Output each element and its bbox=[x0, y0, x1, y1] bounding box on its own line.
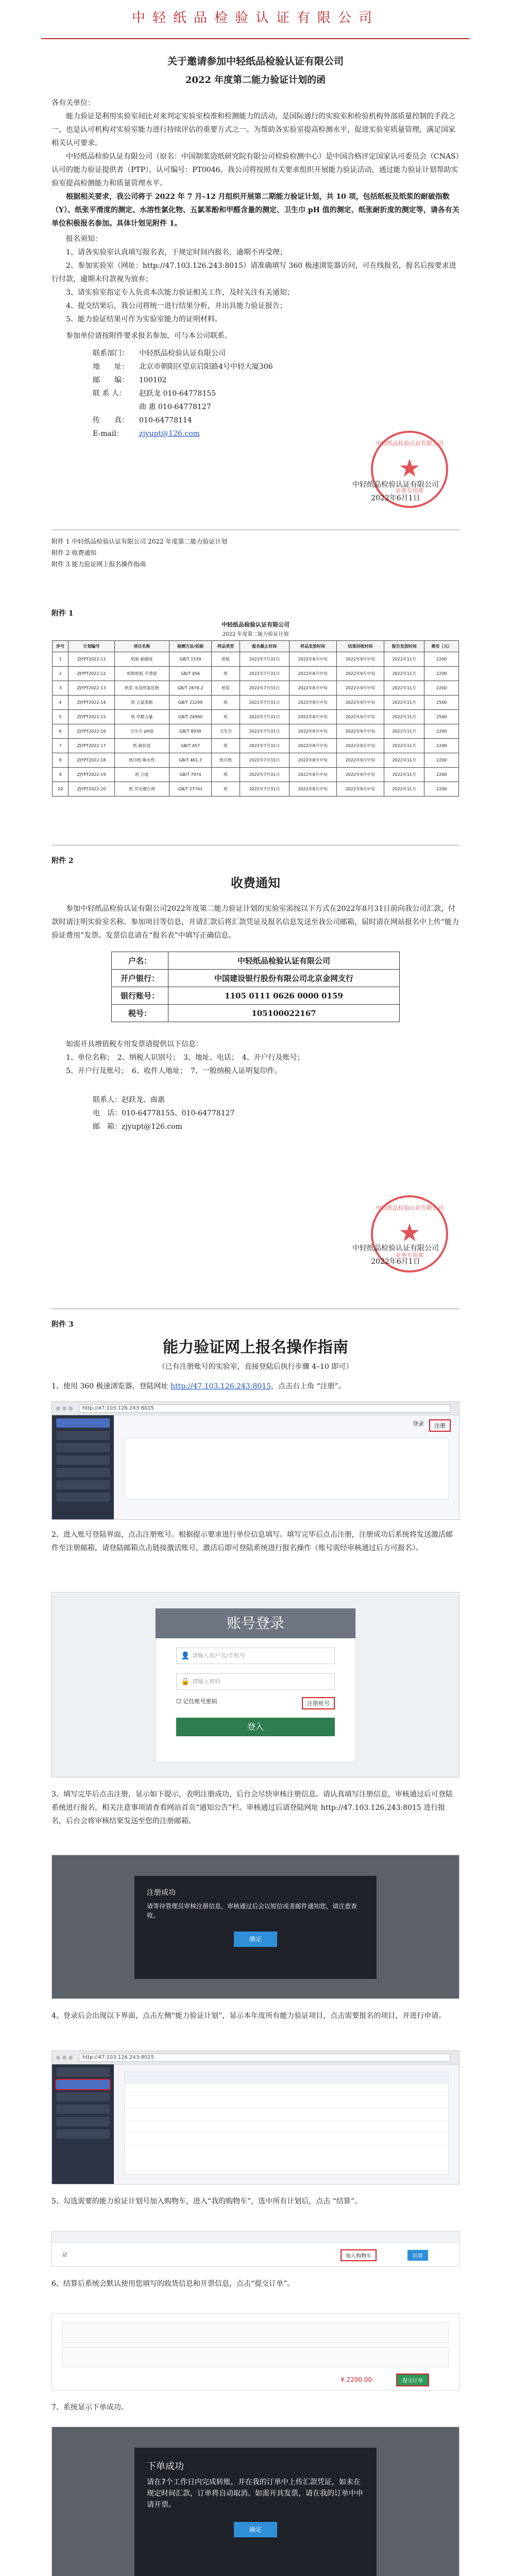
letterhead-rule bbox=[41, 38, 470, 39]
signoff-org: 中轻纸品检验认证有限公司 bbox=[352, 481, 439, 489]
login-heading: 账号登录 bbox=[156, 1608, 355, 1638]
plan-table-cell: 2022年11月 bbox=[384, 710, 424, 724]
plan-table-cell: 2022年9月中旬 bbox=[336, 768, 384, 782]
window-dot-icon bbox=[69, 1406, 73, 1411]
plan-table-cell: 纸巾纸 吸水性 bbox=[114, 753, 169, 768]
contact-value: 赵跃龙 010-64778155 bbox=[139, 389, 216, 398]
window-dot-icon bbox=[69, 2056, 73, 2060]
contact-row bbox=[93, 387, 459, 400]
site-sidebar bbox=[52, 2064, 114, 2184]
annex-3-label: 附件 3 bbox=[52, 1320, 74, 1329]
plan-table-cell: 纸巾纸 bbox=[212, 753, 240, 768]
invoice-line: 5、开户行及账号； 6、收件人地址； 7、一般纳税人证明复印件。 bbox=[66, 1067, 282, 1075]
seal-arc-text: 中轻纸品检验认证有限公司 bbox=[376, 440, 444, 447]
site-sidebar bbox=[52, 1415, 114, 1519]
col-header: 项目名称 bbox=[114, 641, 169, 652]
plan-table-cell: 10 bbox=[53, 782, 69, 796]
annex-2-label: 附件 2 bbox=[52, 857, 74, 865]
fee-contact: 联系人：赵跃龙、曲惠 bbox=[93, 1096, 165, 1104]
plan-table-cell: 2022年11月 bbox=[384, 681, 424, 696]
seal-bottom-text: 业务专用章 bbox=[395, 1252, 424, 1259]
plan-table-cell: 2022年9月中旬 bbox=[336, 724, 384, 739]
sidebar-item[interactable] bbox=[56, 1443, 110, 1452]
fee-intro: 参加中轻纸品检验认证有限公司2022年度第二能力验证计划的实验室需按以下方式在2022年8月31日前向我公司汇款，付款时请注明实验室名称、参加项目等信息，并请汇款后将汇款凭证及报名信息发送至我公司邮箱，届时请在网站报名中上传“能力验证费用”发票。发票信息请在“报名表”中填写正确信息。 bbox=[52, 905, 459, 940]
plan-table-cell: 2022年8月中旬 bbox=[289, 681, 336, 696]
step-5-block bbox=[0, 2195, 511, 2208]
window-dot-icon bbox=[56, 1406, 60, 1411]
plan-table-cell: 4 bbox=[53, 696, 69, 710]
plan-table-cell: 2022年11月 bbox=[384, 753, 424, 768]
plan-table-row bbox=[53, 667, 459, 681]
guide-note: （已有注册账号的实验室，直接登陆后执行步骤 4–10 即可） bbox=[158, 1363, 353, 1371]
col-header: 费用（元） bbox=[424, 641, 459, 652]
plan-table-cell: 2500 bbox=[424, 710, 459, 724]
step-2: 2、进入账号登陆界面，点击注册账号。根据提示要求进行单位信息填写。填写完毕后点击注册，注册成功后系统将发送激活邮件至注册邮箱，请登陆邮箱点击链接激活账号，激活后即可登陆系统进行报名操作（账号需经审核通过后方可报名）。 bbox=[52, 1531, 453, 1552]
plan-list-row[interactable] bbox=[125, 2108, 448, 2121]
plan-table-cell: 2022年11月 bbox=[384, 696, 424, 710]
order-price: ¥ 2200.00 bbox=[340, 2376, 372, 2383]
plan-table-cell: 纸 白度 bbox=[114, 768, 169, 782]
plan-table-cell: 纸浆 水溶性氯化物 bbox=[114, 681, 169, 696]
plan-table-cell: 2022年7月31日 bbox=[240, 667, 289, 681]
col-header: 结果回收时间 bbox=[336, 641, 384, 652]
plan-table-row bbox=[53, 696, 459, 710]
contact-key: 联 系 人： bbox=[93, 389, 126, 398]
plan-table-cell: 2022年9月中旬 bbox=[336, 681, 384, 696]
signoff-org: 中轻纸品检验认证有限公司 bbox=[352, 1244, 439, 1252]
plan-table-cell: 卫生巾 bbox=[212, 724, 240, 739]
plan-table-cell: 2022年8月中旬 bbox=[289, 739, 336, 753]
modal-heading: 注册成功 bbox=[147, 1889, 176, 1897]
plan-table-cell: GB/T 24990 bbox=[169, 710, 212, 724]
sidebar-item[interactable] bbox=[56, 2129, 110, 2139]
plan-table-cell: 2022年7月31日 bbox=[240, 696, 289, 710]
plan-table-cell: 纸浆 bbox=[212, 681, 240, 696]
plan-table-cell: 2022年7月31日 bbox=[240, 782, 289, 796]
contact-value: 010-64778114 bbox=[139, 416, 192, 425]
plan-table-cell: GB/T 8939 bbox=[169, 724, 212, 739]
sidebar-item-plan[interactable] bbox=[56, 2080, 110, 2089]
contact-value: 100102 bbox=[139, 376, 167, 384]
screenshot-order bbox=[52, 2313, 459, 2391]
cart-add-cell bbox=[340, 2243, 377, 2267]
plan-table-cell: 2200 bbox=[424, 724, 459, 739]
note-item: 3、请实验室指定专人负责本次能力验证相关工作，及时关注有关通知； bbox=[66, 289, 294, 297]
plan-table-cell: 2022年11月 bbox=[384, 782, 424, 796]
letterhead-brand: 中轻纸品检验认证有限公司 bbox=[131, 10, 379, 26]
cart-checkout-cell bbox=[407, 2243, 428, 2267]
letter-paragraph: 中轻纸品检验认证有限公司（原名：中国制浆造纸研究院有限公司检验检测中心）是中国合格评定国家认可委员会（CNAS）认可的能力验证提供者（PTP），认可编号：PT0046。我公司将按照有关要求组织开展能力验证活动，通过能力验证计划帮助实验室提高检测能力和质量管理水平。 bbox=[52, 152, 459, 188]
register-link[interactable]: 注册 bbox=[429, 1419, 451, 1432]
fee-email: 邮 箱：zjyupt@126.com bbox=[93, 1123, 182, 1131]
letter-title: 关于邀请参加中轻纸品检验认证有限公司 bbox=[167, 56, 344, 67]
user-icon: 👤 bbox=[181, 1652, 190, 1660]
plan-table-row bbox=[53, 652, 459, 667]
seal-star-icon: ★ bbox=[398, 454, 421, 483]
note-item: 1、请各实验室认真填写报名表，于规定时间内报名，逾期不再受理； bbox=[66, 248, 287, 257]
contact-value: 曲 惠 010-64778127 bbox=[139, 403, 211, 411]
plan-table-cell: 2200 bbox=[424, 782, 459, 796]
col-header: 计划编号 bbox=[69, 641, 115, 652]
window-dot-icon bbox=[62, 1406, 66, 1411]
plan-table-cell: GB/T 461.3 bbox=[169, 753, 212, 768]
login-panel bbox=[155, 1608, 356, 1762]
username-placeholder: 请输入用户名/手机号 bbox=[192, 1652, 245, 1659]
plan-table-row bbox=[53, 724, 459, 739]
invoice-info-block bbox=[62, 2347, 449, 2367]
contact-key: 联系部门： bbox=[93, 349, 129, 358]
plan-table-cell: 5 bbox=[53, 710, 69, 724]
letter-closing: 参加单位请按附件要求报名参加，可与本公司联系。 bbox=[66, 332, 232, 340]
plan-table-cell: 2022年7月31日 bbox=[240, 753, 289, 768]
add-to-cart-button[interactable]: 加入购物车 bbox=[340, 2249, 377, 2261]
screenshot-cart bbox=[52, 2231, 459, 2267]
seal-star-icon: ★ bbox=[398, 1218, 421, 1248]
contact-row bbox=[93, 374, 459, 387]
contact-email-link[interactable]: zjyupt@126.com bbox=[139, 430, 200, 438]
cart-header bbox=[52, 2231, 459, 2243]
bank-row bbox=[112, 952, 400, 970]
plan-table-cell: 2022年11月 bbox=[384, 667, 424, 681]
plan-table-row bbox=[53, 753, 459, 768]
plan-list-row[interactable] bbox=[125, 2083, 448, 2096]
contact-value: 中轻纸品检验认证有限公司 bbox=[139, 349, 226, 358]
annex-1 bbox=[0, 608, 511, 796]
sidebar-item[interactable] bbox=[56, 1431, 110, 1440]
plan-table-cell: GB/T 27741 bbox=[169, 782, 212, 796]
plan-table-cell: 纸板 bbox=[212, 652, 240, 667]
browser-toolbar bbox=[52, 1402, 459, 1415]
plan-table-cell: ZJYPT2022-13 bbox=[69, 681, 115, 696]
fee-phone: 电 话：010-64778155、010-64778127 bbox=[93, 1109, 235, 1117]
plan-table-cell: 2200 bbox=[424, 768, 459, 782]
plan-table-cell: 纸 bbox=[212, 782, 240, 796]
contact-row bbox=[93, 360, 459, 374]
plan-table-cell: 2022年8月中旬 bbox=[289, 753, 336, 768]
note-item: 4、提交结果后，我公司将统一进行结果分析，并出具能力验证报告； bbox=[66, 302, 287, 310]
plan-table-body bbox=[53, 652, 459, 796]
plan-table-cell: 2022年9月中旬 bbox=[336, 696, 384, 710]
plan-table-cell: 2022年7月31日 bbox=[240, 681, 289, 696]
letterhead bbox=[0, 0, 511, 41]
plan-list-header bbox=[125, 2072, 448, 2083]
plan-table-cell: 卫生巾 pH值 bbox=[114, 724, 169, 739]
plan-table-cell: 纸 五氯苯酚 bbox=[114, 696, 169, 710]
plan-table-cell: 2200 bbox=[424, 652, 459, 667]
contact-key: 传 真： bbox=[93, 416, 129, 425]
invoice-line: 1、单位名称； 2、纳税人识别号； 3、地址、电话； 4、开户行及账号； bbox=[66, 1054, 304, 1062]
signoff-date: 2022年6月1日 bbox=[371, 1258, 420, 1266]
plan-table-cell: GB/T 457 bbox=[169, 739, 212, 753]
screenshot-dashboard bbox=[52, 2050, 459, 2184]
col-header: 样品发放时间 bbox=[289, 641, 336, 652]
step-3-block bbox=[0, 1788, 511, 1828]
bank-value: 中国建设银行股份有限公司北京金网支行 bbox=[168, 970, 400, 987]
attachment-item: 附件 2 收费通知 bbox=[52, 549, 97, 556]
plan-table-cell: ZJYPT2022-17 bbox=[69, 739, 115, 753]
bank-value: 中轻纸品检验认证有限公司 bbox=[168, 952, 400, 970]
bank-row bbox=[112, 987, 400, 1005]
plan-table-cell: 纸 bbox=[212, 710, 240, 724]
browser-toolbar bbox=[52, 2051, 459, 2064]
plan-table-cell: 2022年8月中旬 bbox=[289, 782, 336, 796]
step-7-block bbox=[0, 2401, 511, 2414]
contact-key: 地 址： bbox=[93, 363, 129, 371]
window-dot-icon bbox=[62, 2056, 66, 2060]
plan-table-cell: ZJYPT2022-20 bbox=[69, 782, 115, 796]
sidebar-item[interactable] bbox=[56, 2105, 110, 2114]
contact-value: 北京市朝阳区望京启阳路4号中轻大厦306 bbox=[139, 363, 273, 371]
plan-table-cell: 2022年8月中旬 bbox=[289, 667, 336, 681]
col-header: 报告发放时间 bbox=[384, 641, 424, 652]
plan-table-cell: 2022年7月31日 bbox=[240, 652, 289, 667]
sidebar-item[interactable] bbox=[56, 2117, 110, 2126]
annex-3 bbox=[0, 1319, 511, 1393]
contact-row bbox=[93, 347, 459, 360]
attachment-list bbox=[0, 536, 511, 570]
remember-label: 记住账号密码 bbox=[183, 1698, 217, 1705]
sidebar-item[interactable] bbox=[56, 2067, 110, 2077]
attachment-item: 附件 1 中轻纸品检验认证有限公司 2022 年度第二能力验证计划 bbox=[52, 538, 228, 545]
plan-table-cell: 纸板 耐破度 bbox=[114, 652, 169, 667]
screenshot-login bbox=[52, 1592, 459, 1777]
register-success-modal bbox=[134, 1876, 377, 1979]
contact-row bbox=[93, 414, 459, 427]
plan-table-cell: 纸 bbox=[212, 768, 240, 782]
letter-subtitle: 2022 年度第二能力验证计划的函 bbox=[185, 75, 326, 86]
password-input[interactable] bbox=[176, 1673, 335, 1690]
plan-table-cell: 2022年8月中旬 bbox=[289, 696, 336, 710]
plan-table-cell: ZJYPT2022-16 bbox=[69, 724, 115, 739]
plan-table-cell: 9 bbox=[53, 768, 69, 782]
step-6: 6、结算后系统会默认使用您填写的收货信息和开票信息，点击“提交订单”。 bbox=[52, 2280, 295, 2288]
plan-table-cell: 纸和纸板 平滑度 bbox=[114, 667, 169, 681]
contact-key bbox=[93, 400, 139, 414]
annex-2 bbox=[0, 855, 511, 1133]
register-account-button[interactable]: 注册账号 bbox=[302, 1697, 335, 1709]
plan-table-cell: 2500 bbox=[424, 696, 459, 710]
bank-key: 户名： bbox=[112, 952, 168, 970]
annex-1-label: 附件 1 bbox=[52, 609, 74, 618]
plan-table-title: 中轻纸品检验认证有限公司 bbox=[222, 621, 289, 628]
plan-table-cell: 纸 甲醛含量 bbox=[114, 710, 169, 724]
plan-table-cell: 2022年9月中旬 bbox=[336, 739, 384, 753]
guide-title: 能力验证网上报名操作指南 bbox=[163, 1338, 348, 1357]
username-input[interactable] bbox=[176, 1648, 335, 1664]
col-header: 序号 bbox=[53, 641, 69, 652]
site-link[interactable]: http://47.103.126.243:8015 bbox=[170, 1382, 271, 1391]
plan-table-cell: 2022年8月中旬 bbox=[289, 724, 336, 739]
plan-table-cell: ZJYPT2022-18 bbox=[69, 753, 115, 768]
modal-ok-button[interactable]: 确定 bbox=[234, 1931, 277, 1947]
screenshot-order-success bbox=[52, 2427, 459, 2576]
screenshot-homepage bbox=[52, 1401, 459, 1520]
notes-heading: 报名须知： bbox=[66, 235, 102, 243]
step-7: 7、系统显示下单成功。 bbox=[52, 2403, 128, 2412]
plan-table-cell: 2200 bbox=[424, 753, 459, 768]
login-link[interactable]: 登录 bbox=[413, 1420, 424, 1427]
letter-signoff bbox=[352, 478, 439, 505]
sidebar-item[interactable] bbox=[56, 1480, 110, 1489]
plan-table-row bbox=[53, 681, 459, 696]
plan-table-cell: 纸 bbox=[212, 696, 240, 710]
password-placeholder: 请输入密码 bbox=[192, 1678, 220, 1685]
plan-list-row[interactable] bbox=[125, 2096, 448, 2108]
plan-table-cell: 2022年11月 bbox=[384, 724, 424, 739]
plan-table-cell: 2022年8月中旬 bbox=[289, 710, 336, 724]
plan-table-cell: 2022年11月 bbox=[384, 739, 424, 753]
plan-table-subtitle: 2022 年度第二能力验证计划 bbox=[222, 632, 289, 637]
plan-table-cell: GB/T 456 bbox=[169, 667, 212, 681]
modal-body: 请在7个工作日内完成转账，并在我的订单中上传汇款凭证，如未在规定时间汇款，订单将自动取消。如需开具发票，请在我的订单中申请开票。 bbox=[147, 2478, 363, 2509]
plan-table-cell: 纸 bbox=[212, 667, 240, 681]
step-5: 5、勾选需要的能力验证计划号加入购物车，进入“我的购物车”，选中所有计划后，点击 “结算”。 bbox=[52, 2197, 362, 2206]
plan-list-row[interactable] bbox=[125, 2121, 448, 2133]
plan-table-cell: GB/T 21299 bbox=[169, 696, 212, 710]
plan-table-cell: 8 bbox=[53, 753, 69, 768]
login-options bbox=[176, 1697, 335, 1709]
address-bar[interactable]: http://47.103.126.243:8015 bbox=[79, 2054, 451, 2062]
bank-row bbox=[112, 970, 400, 987]
step-1-text: 1、使用 360 极速浏览器，登陆网址 bbox=[52, 1382, 171, 1391]
window-dot-icon bbox=[56, 2056, 60, 2060]
plan-table-cell: ZJYPT2022-11 bbox=[69, 652, 115, 667]
remember-checkbox[interactable]: ☐ 记住账号密码 bbox=[176, 1698, 217, 1705]
contact-key: 邮 编： bbox=[93, 376, 129, 384]
order-success-modal bbox=[134, 2448, 377, 2576]
address-bar[interactable]: http://47.103.126.243:8015 bbox=[79, 1404, 451, 1413]
step-2-block bbox=[0, 1528, 511, 1555]
plan-table-header-row bbox=[53, 641, 459, 652]
plan-table-cell: ZJYPT2022-19 bbox=[69, 768, 115, 782]
signoff-date: 2022年6月1日 bbox=[371, 494, 420, 502]
invitation-letter bbox=[0, 44, 511, 440]
sidebar-item[interactable] bbox=[56, 1418, 110, 1428]
plan-table-cell: 2022年8月中旬 bbox=[289, 768, 336, 782]
submit-order-button[interactable]: 提交订单 bbox=[397, 2375, 428, 2385]
plan-table-cell: 纸 耐折度 bbox=[114, 739, 169, 753]
plan-table-cell: GB/T 7974 bbox=[169, 768, 212, 782]
plan-table-cell: 2022年8月中旬 bbox=[289, 652, 336, 667]
fee-signoff bbox=[352, 1242, 439, 1268]
seal-arc-text: 中轻纸品检验认证有限公司 bbox=[376, 1205, 444, 1211]
plan-table-cell: 纸 荧光增白剂 bbox=[114, 782, 169, 796]
screenshot-register-modal bbox=[52, 1855, 459, 1999]
step-1 bbox=[52, 1380, 459, 1393]
step-3: 3、填写完毕后点击注册，显示如下提示，表明注册成功，后台会尽快审核注册信息。请认真填写注册信息，审核通过后可登陆系统进行报名，相关注意事项请查看网站首页“通知公告”栏。审核通过后请登陆网址 http://47.103.126.243:8015 进行报名，后台会将审核结果发送至您的注册邮箱。 bbox=[52, 1790, 453, 1825]
note-item: 2、参加实验室（网址：http://47.103.126.243:8015）请准确填写 360 极速浏览器访问，可在线报名，报名后按要求进行付款，逾期未付款视为放弃； bbox=[52, 262, 456, 283]
plan-table-cell: 2200 bbox=[424, 667, 459, 681]
plan-table-row bbox=[53, 768, 459, 782]
plan-table-cell: 2022年9月中旬 bbox=[336, 652, 384, 667]
note-item: 5、能力验证结果可作为实验室能力的证明材料。 bbox=[66, 315, 222, 324]
step-1-tail: ，点击右上角 “注册”。 bbox=[271, 1382, 346, 1391]
plan-table-cell: ZJYPT2022-12 bbox=[69, 667, 115, 681]
plan-table-cell: 2022年9月中旬 bbox=[336, 710, 384, 724]
bank-key: 开户银行： bbox=[112, 970, 168, 987]
col-header: 报名截止时间 bbox=[240, 641, 289, 652]
plan-table-cell: 7 bbox=[53, 739, 69, 753]
fee-title: 收费通知 bbox=[231, 875, 280, 890]
plan-table-cell: 2200 bbox=[424, 739, 459, 753]
plan-table-cell: 2022年7月31日 bbox=[240, 739, 289, 753]
plan-table-cell: 2022年11月 bbox=[384, 768, 424, 782]
plan-table-row bbox=[53, 739, 459, 753]
modal-body: 请等待管理员审核注册信息，审核通过后会以短信或者邮件通知您，请注意查收。 bbox=[147, 1903, 357, 1919]
plan-table-cell: 1 bbox=[53, 652, 69, 667]
cart-checkbox[interactable]: ☑ bbox=[62, 2252, 67, 2258]
bank-value: 105100022167 bbox=[168, 1005, 400, 1022]
modal-heading: 下单成功 bbox=[147, 2461, 184, 2472]
plan-table-cell: ZJYPT2022-14 bbox=[69, 696, 115, 710]
sidebar-item[interactable] bbox=[56, 1455, 110, 1465]
plan-list-row[interactable] bbox=[125, 2133, 448, 2145]
col-header: 样品类型 bbox=[212, 641, 240, 652]
plan-table-cell: 2022年11月 bbox=[384, 652, 424, 667]
shipping-info-block bbox=[62, 2322, 449, 2343]
plan-table-cell: 2022年7月31日 bbox=[240, 768, 289, 782]
sidebar-item[interactable] bbox=[56, 2092, 110, 2102]
letter-greeting: 各有关单位： bbox=[52, 99, 95, 107]
bank-key: 银行账号： bbox=[112, 987, 168, 1005]
lock-icon: 🔒 bbox=[181, 1677, 190, 1686]
plan-table-cell: 2022年9月中旬 bbox=[336, 782, 384, 796]
modal-ok-button[interactable]: 确定 bbox=[234, 2522, 277, 2537]
step-4: 4、登录后会出现以下界面，点击左侧“能力验证计划”，显示本年度所有能力验证项目，点击需要报名的项目，并进行申请。 bbox=[52, 2012, 446, 2020]
plan-table-cell: GB/T 1539 bbox=[169, 652, 212, 667]
plan-table-cell: 2200 bbox=[424, 681, 459, 696]
step-4-block bbox=[0, 2009, 511, 2023]
plan-table-row bbox=[53, 710, 459, 724]
plan-table-cell: 2022年7月31日 bbox=[240, 710, 289, 724]
checkout-button[interactable]: 结算 bbox=[407, 2250, 428, 2261]
contact-block bbox=[93, 347, 459, 440]
plan-table-cell: 2 bbox=[53, 667, 69, 681]
site-topbar bbox=[413, 1419, 451, 1432]
sidebar-item[interactable] bbox=[56, 1493, 110, 1502]
plan-table-row bbox=[53, 782, 459, 796]
bank-row bbox=[112, 1005, 400, 1022]
bank-table bbox=[111, 952, 400, 1022]
plan-table-cell: 纸 bbox=[212, 739, 240, 753]
letter-paragraph: 根据相关要求，我公司将于 2022 年 7 月–12 月组织开展第二期能力验证计划，共 10 项，包括纸板及纸浆的耐破指数（Y）、纸张平滑度的测定、水溶性氯化物、五氯苯酚和甲醛含量的测定、卫生巾 pH 值的测定、纸张耐折度的测定等，请各有关单位积极报名参加。具体计划见附件 1。 bbox=[52, 193, 459, 228]
order-submit-cell bbox=[397, 2370, 428, 2389]
plan-table-cell: 3 bbox=[53, 681, 69, 696]
step-6-block bbox=[0, 2277, 511, 2291]
plan-list-panel bbox=[124, 2072, 449, 2175]
plan-table-cell: 2022年9月中旬 bbox=[336, 667, 384, 681]
plan-table-cell: 2022年9月中旬 bbox=[336, 753, 384, 768]
contact-row bbox=[93, 400, 459, 414]
invoice-intro: 如需开具增值税专用发票请提供以下信息： bbox=[66, 1040, 203, 1048]
seal-bottom-text: 业务专用章 bbox=[395, 487, 424, 494]
plan-table-cell: GB/T 2678.2 bbox=[169, 681, 212, 696]
contact-key: E-mail： bbox=[93, 430, 124, 438]
plan-table-cell: 2022年7月31日 bbox=[240, 724, 289, 739]
sidebar-item[interactable] bbox=[56, 1468, 110, 1477]
bank-value: 1105 0111 0626 0000 0159 bbox=[168, 987, 400, 1005]
plan-table bbox=[52, 640, 459, 796]
login-submit-button[interactable]: 登入 bbox=[176, 1718, 335, 1736]
col-header: 检测方法/依据 bbox=[169, 641, 212, 652]
bank-key: 税号： bbox=[112, 1005, 168, 1022]
plan-table-cell: ZJYPT2022-15 bbox=[69, 710, 115, 724]
site-content-panel bbox=[124, 1438, 449, 1500]
plan-table-cell: 6 bbox=[53, 724, 69, 739]
letter-paragraph: 能力验证是利用实验室间比对来判定实验室校准和检测能力的活动，是国际通行的实验室和检验机构外部质量控制的手段之一，也是认可机构对实验室能力进行持续评估的重要方式之一。为帮助各实验室提高检测水平，促进实验室质量管理，满足国家相关认可要求。 bbox=[52, 112, 455, 147]
attachment-item: 附件 3 能力验证网上报名操作指南 bbox=[52, 561, 146, 568]
